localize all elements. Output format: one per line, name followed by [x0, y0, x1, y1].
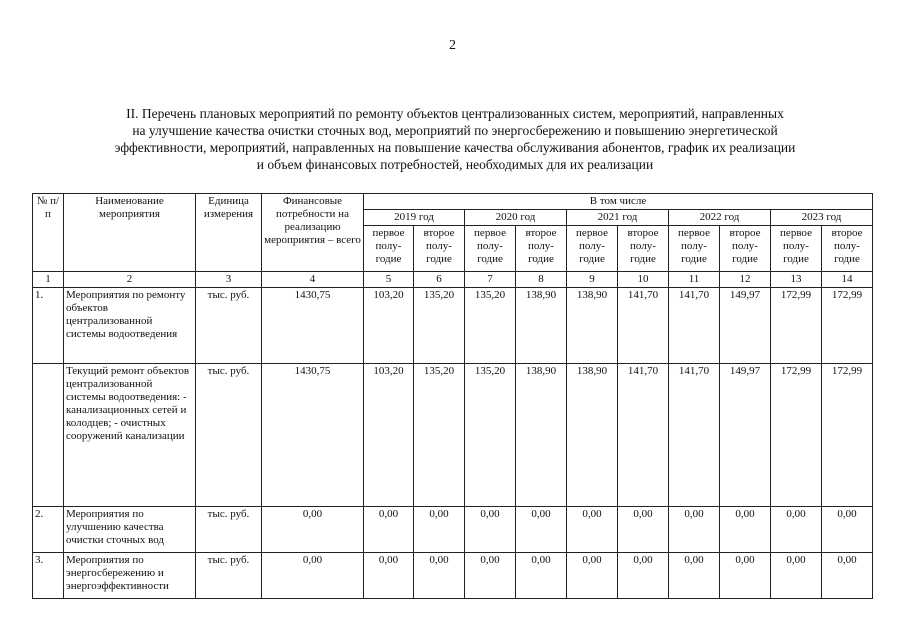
row-total: 0,00 — [262, 507, 364, 553]
half-year-second-header: второе полу-годие — [720, 226, 771, 272]
row-value: 0,00 — [465, 507, 516, 553]
row-number: 2. — [33, 507, 64, 553]
header-name: Наименование мероприятия — [64, 194, 196, 272]
row-value: 0,00 — [618, 507, 669, 553]
row-name: Мероприятия по ремонту объектов централизованной системы водоотведения — [64, 288, 196, 364]
row-value: 0,00 — [364, 507, 414, 553]
row-value: 172,99 — [822, 364, 873, 507]
row-value: 141,70 — [618, 288, 669, 364]
row-value: 138,90 — [567, 364, 618, 507]
row-value: 135,20 — [414, 288, 465, 364]
half-year-first-header: первое полу-годие — [669, 226, 720, 272]
title-line: и объем финансовых потребностей, необходимых для их реализации — [256, 157, 654, 172]
row-value: 0,00 — [516, 553, 567, 599]
row-value: 172,99 — [822, 288, 873, 364]
table-row — [33, 553, 873, 599]
row-value: 138,90 — [516, 288, 567, 364]
column-number: 8 — [516, 272, 567, 288]
row-value: 0,00 — [618, 553, 669, 599]
row-value: 0,00 — [465, 553, 516, 599]
row-name: Мероприятия по улучшению качества очистки сточных вод — [64, 507, 196, 553]
column-number: 12 — [720, 272, 771, 288]
year-header: 2022 год — [669, 210, 771, 226]
year-header: 2023 год — [771, 210, 873, 226]
column-number-row — [33, 272, 873, 288]
half-year-second-header: второе полу-годие — [516, 226, 567, 272]
row-value: 149,97 — [720, 364, 771, 507]
row-value: 0,00 — [567, 553, 618, 599]
row-total: 0,00 — [262, 553, 364, 599]
column-number: 4 — [262, 272, 364, 288]
column-number: 1 — [33, 272, 64, 288]
column-number: 14 — [822, 272, 873, 288]
row-value: 0,00 — [567, 507, 618, 553]
row-value: 0,00 — [822, 553, 873, 599]
row-value: 0,00 — [771, 507, 822, 553]
row-number: 1. — [33, 288, 64, 364]
half-year-first-header: первое полу-годие — [465, 226, 516, 272]
row-value: 172,99 — [771, 364, 822, 507]
header-including: В том числе — [364, 194, 873, 210]
row-unit: тыс. руб. — [196, 364, 262, 507]
column-number: 9 — [567, 272, 618, 288]
column-number: 13 — [771, 272, 822, 288]
row-value: 135,20 — [465, 288, 516, 364]
column-number: 10 — [618, 272, 669, 288]
half-year-first-header: первое полу-годие — [567, 226, 618, 272]
row-value: 0,00 — [822, 507, 873, 553]
table-row — [33, 507, 873, 553]
row-unit: тыс. руб. — [196, 553, 262, 599]
document-title — [40, 105, 870, 173]
year-header: 2019 год — [364, 210, 465, 226]
row-value: 0,00 — [720, 553, 771, 599]
column-number: 11 — [669, 272, 720, 288]
plan-table — [32, 193, 873, 599]
row-number — [33, 364, 64, 507]
row-value: 103,20 — [364, 364, 414, 507]
row-unit: тыс. руб. — [196, 288, 262, 364]
table-row — [33, 288, 873, 364]
header-finance: Финансовые потребности на реализацию мероприятия – всего — [262, 194, 364, 272]
row-total: 1430,75 — [262, 364, 364, 507]
half-year-second-header: второе полу-годие — [618, 226, 669, 272]
row-value: 141,70 — [618, 364, 669, 507]
row-name: Текущий ремонт объектов централизованной системы водоотведения: - канализационных сетей и колодцев; - очистных сооружений канализации — [64, 364, 196, 507]
row-name: Мероприятия по энергосбережению и энергоэффективности — [64, 553, 196, 599]
row-unit: тыс. руб. — [196, 507, 262, 553]
row-value: 0,00 — [669, 553, 720, 599]
row-value: 0,00 — [414, 553, 465, 599]
half-year-first-header: первое полу-годие — [771, 226, 822, 272]
row-value: 0,00 — [414, 507, 465, 553]
row-total: 1430,75 — [262, 288, 364, 364]
title-line: на улучшение качества очистки сточных вод, мероприятий по энергосбережению и повышению энергетической — [132, 123, 778, 138]
half-year-second-header: второе полу-годие — [822, 226, 873, 272]
column-number: 5 — [364, 272, 414, 288]
row-value: 0,00 — [720, 507, 771, 553]
column-number: 3 — [196, 272, 262, 288]
row-value: 0,00 — [516, 507, 567, 553]
column-number: 2 — [64, 272, 196, 288]
title-line: эффективности, мероприятий, направленных на повышение качества обслуживания абонентов, график их реализации — [114, 140, 796, 155]
row-number: 3. — [33, 553, 64, 599]
row-value: 138,90 — [567, 288, 618, 364]
column-number: 7 — [465, 272, 516, 288]
half-year-second-header: второе полу-годие — [414, 226, 465, 272]
row-value: 0,00 — [669, 507, 720, 553]
row-value: 141,70 — [669, 364, 720, 507]
title-line: II. Перечень плановых мероприятий по ремонту объектов централизованных систем, мероприятий, направленных — [126, 106, 784, 121]
header-unit: Единица измерения — [196, 194, 262, 272]
row-value: 149,97 — [720, 288, 771, 364]
year-header: 2021 год — [567, 210, 669, 226]
table-row — [33, 364, 873, 507]
page-number: 2 — [449, 38, 456, 53]
row-value: 0,00 — [771, 553, 822, 599]
year-header: 2020 год — [465, 210, 567, 226]
row-value: 172,99 — [771, 288, 822, 364]
row-value: 135,20 — [414, 364, 465, 507]
half-year-first-header: первое полу-годие — [364, 226, 414, 272]
row-value: 141,70 — [669, 288, 720, 364]
row-value: 103,20 — [364, 288, 414, 364]
header-num: № п/п — [33, 194, 64, 272]
row-value: 135,20 — [465, 364, 516, 507]
column-number: 6 — [414, 272, 465, 288]
row-value: 0,00 — [364, 553, 414, 599]
row-value: 138,90 — [516, 364, 567, 507]
